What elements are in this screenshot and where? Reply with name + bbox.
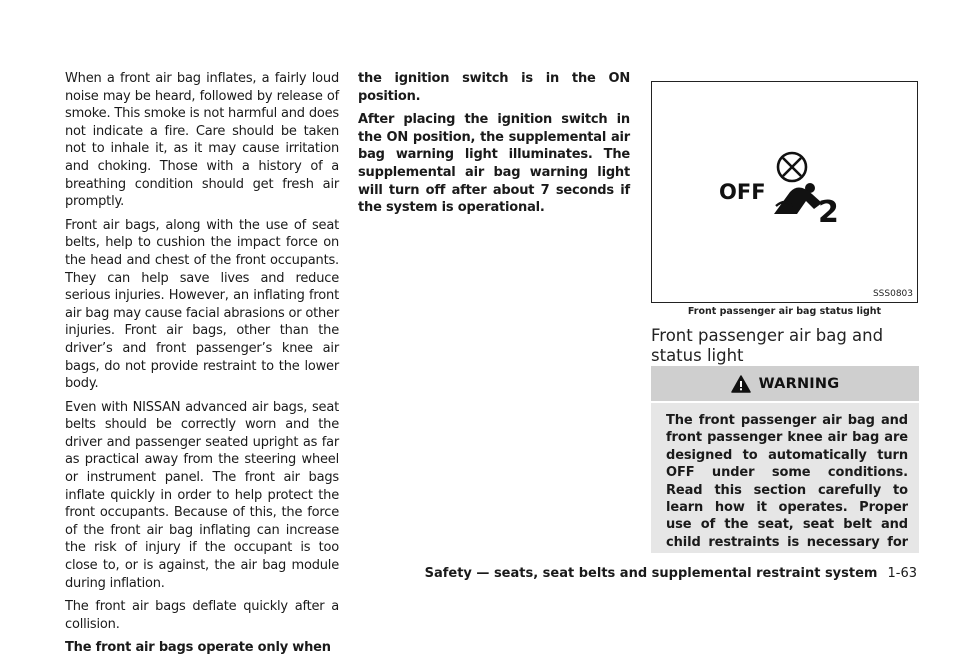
paragraph: After placing the ignition switch in the ON position, the supplemental air bag warning light illuminates. The supplemental air bag warning light will turn off after about 7 seconds if the system is operational. <box>358 112 630 216</box>
paragraph: the ignition switch is in the ON position. <box>358 71 630 104</box>
paragraph: The front air bags operate only when <box>65 640 331 656</box>
figure-code: SSS0803 <box>872 289 913 299</box>
occupant-body-icon <box>774 187 822 214</box>
warning-text: The front passenger air bag and front passenger knee air bag are designed to automatically turn OFF under some conditions. Read this section carefully to learn how it operates. Proper use of the seat, seat belt and child restraints is necessary for <box>666 413 908 550</box>
page-footer <box>425 566 917 581</box>
indicator-off-text: OFF <box>719 180 766 204</box>
warning-triangle-icon <box>731 375 751 393</box>
page-number: 1-63 <box>887 566 917 581</box>
body-column-middle <box>358 70 630 223</box>
warning-body <box>651 403 919 553</box>
warning-label: WARNING <box>758 375 840 392</box>
paragraph: When a front air bag inflates, a fairly loud noise may be heard, followed by release of smoke. This smoke is not harmful and does not indicate a fire. Care should be taken not to inhale it, as it may cause irritation and choking. Those with a history of a breathing condition should get fresh air promptly. <box>65 71 339 210</box>
paragraph: The front air bags deflate quickly after a collision. <box>65 599 339 632</box>
section-title: Front passenger air bag and status light <box>651 326 884 365</box>
status-light-figure <box>651 81 918 303</box>
indicator-number-text: 2 <box>818 195 839 230</box>
warning-header <box>651 366 919 401</box>
figure-caption: Front passenger air bag status light <box>687 306 882 317</box>
paragraph: Even with NISSAN advanced air bags, seat belts should be correctly worn and the driver and passenger seated upright as far as practical away from the steering wheel or instrument panel. The front air bags inflate quickly in order to help protect the front occupants. Because of this, the force of the front air bag inflating can increase the risk of injury if the occupant is too close to, or is against, the air bag module during inflation. <box>65 399 339 591</box>
paragraph: Front air bags, along with the use of seat belts, help to cushion the impact force on the head and chest of the front occupants. They can help save lives and reduce serious injuries. However, an inflating front air bag may cause facial abrasions or other injuries. Front air bags, other than the driver’s and front passenger’s knee air bags, do not provide restraint to the lower body. <box>65 217 339 392</box>
footer-section-title: Safety — seats, seat belts and supplemental restraint system <box>424 566 878 581</box>
body-column-left <box>65 70 339 663</box>
passenger-airbag-off-icon <box>652 82 917 302</box>
